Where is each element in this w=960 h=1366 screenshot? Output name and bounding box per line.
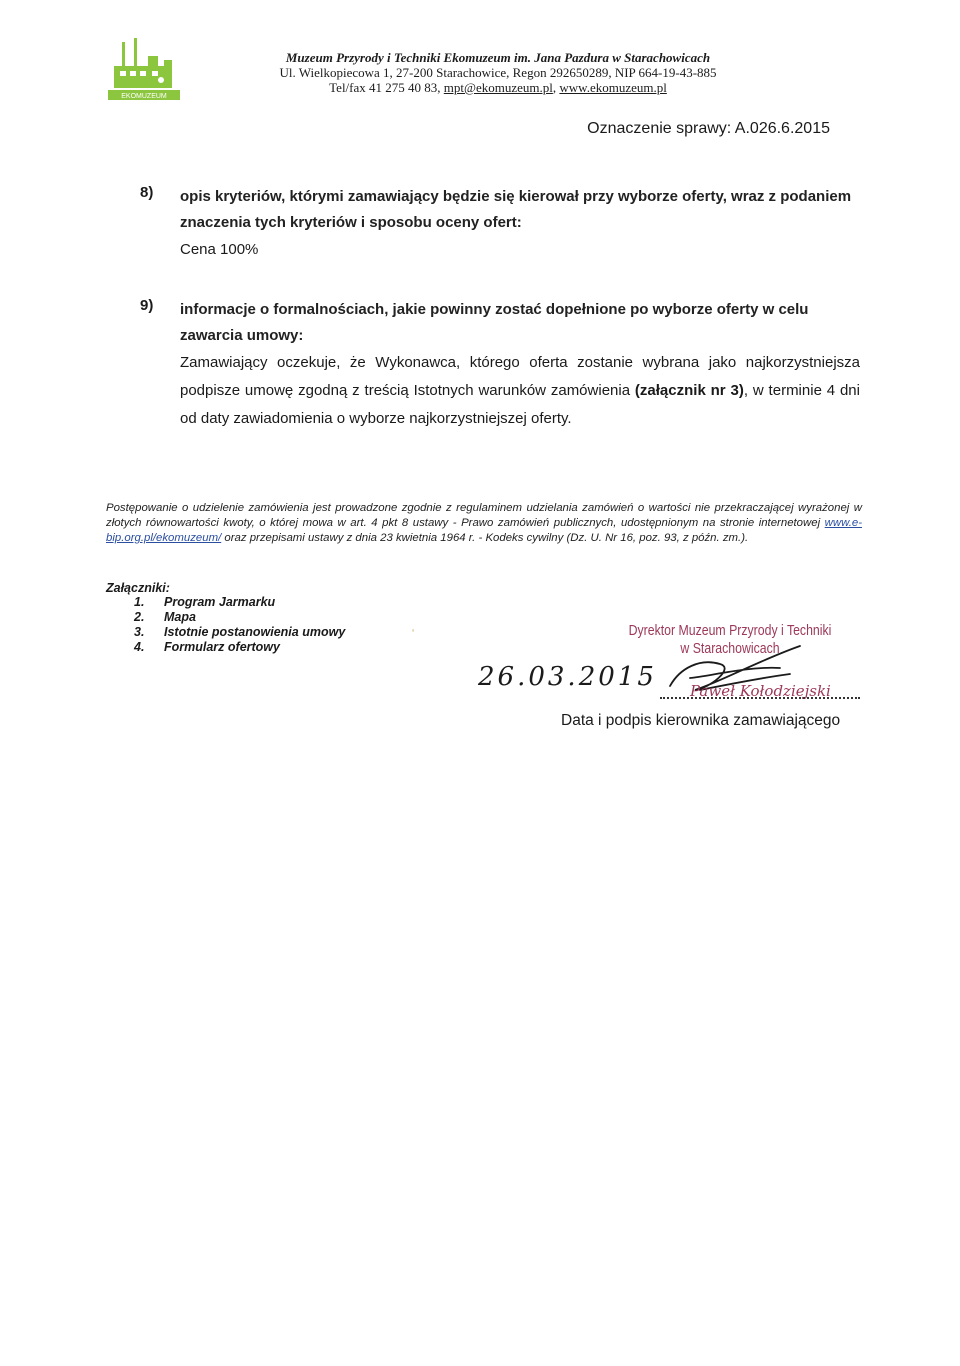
item-label: Istotnie postanowienia umowy bbox=[164, 625, 346, 639]
list-item bbox=[134, 625, 345, 640]
section-number: 9) bbox=[140, 297, 154, 314]
scan-mark: ‘ bbox=[412, 628, 415, 639]
attachments-list bbox=[134, 595, 345, 655]
letterhead bbox=[258, 50, 738, 95]
bip-link[interactable]: www.e-bip.org.pl/ekomuzeum/ bbox=[106, 517, 862, 544]
phone-fax: Tel/fax 41 275 40 83, bbox=[329, 80, 444, 95]
list-item bbox=[134, 595, 345, 610]
signature-line bbox=[660, 697, 860, 699]
body-text: , w terminie 4 dni od daty zawiadomienia o wyborze najkorzystniejszej oferty. bbox=[180, 382, 860, 427]
section-heading: opis kryteriów, którymi zamawiający będzie się kierował przy wyborze oferty, wraz z podaniem znaczenia tych kryteriów i sposobu oceny ofert: bbox=[180, 188, 852, 231]
stamp-line-2: w Starachowicach bbox=[680, 640, 780, 657]
ekomuzeum-logo bbox=[108, 38, 180, 102]
attachment-reference: (załącznik nr 3) bbox=[634, 382, 744, 399]
item-number: 4. bbox=[134, 640, 145, 654]
stamp-signatory-name: Paweł Kołodziejski bbox=[690, 682, 831, 700]
section-body: Cena 100% bbox=[180, 241, 259, 258]
section-9 bbox=[140, 297, 860, 433]
list-item bbox=[134, 610, 345, 625]
item-label: Program Jarmarku bbox=[164, 595, 276, 609]
list-item bbox=[134, 640, 345, 655]
item-label: Mapa bbox=[164, 610, 196, 624]
body-text: Zamawiający oczekuje, że Wykonawca, którego oferta zostanie wybrana jako najkorzystniejsza podpisze umowę zgodną z treścią Istotnych warunków zamówienia bbox=[180, 354, 860, 399]
legal-text: oraz przepisami ustawy z dnia 23 kwietnia 1964 r. - Kodeks cywilny (Dz. U. Nr 16, poz. 93, z późn. zm.). bbox=[221, 532, 749, 544]
stamp-line-1: Dyrektor Muzeum Przyrody i Techniki bbox=[628, 622, 832, 639]
signature-caption: Data i podpis kierownika zamawiającego bbox=[561, 712, 841, 729]
item-number: 3. bbox=[134, 625, 145, 639]
legal-note bbox=[106, 501, 862, 546]
svg-text:EKOMUZEUM: EKOMUZEUM bbox=[121, 93, 167, 100]
section-heading: informacje o formalnościach, jakie powinny zostać dopełnione po wyborze oferty w celu zawarcia umowy: bbox=[180, 301, 809, 344]
institution-name: Muzeum Przyrody i Techniki Ekomuzeum im. Jana Pazdura w Starachowicach bbox=[285, 50, 711, 65]
attachments-title: Załączniki: bbox=[106, 581, 170, 595]
item-number: 2. bbox=[134, 610, 145, 624]
section-8 bbox=[140, 184, 860, 264]
email-link[interactable]: mpt@ekomuzeum.pl bbox=[443, 80, 553, 95]
institution-contact: Tel/fax 41 275 40 83, mpt@ekomuzeum.pl, www.ekomuzeum.pl bbox=[329, 80, 667, 95]
website-link[interactable]: www.ekomuzeum.pl bbox=[559, 80, 667, 95]
case-reference: Oznaczenie sprawy: A.026.6.2015 bbox=[587, 120, 830, 137]
handwritten-date: 26.03.2015 bbox=[478, 662, 657, 692]
legal-text: Postępowanie o udzielenie zamówienia jest prowadzone zgodnie z regulaminem udzielania zamówień o wartości nie przekraczającej wyrażonej w złotych równowartości kwoty, o której mowa w art. 4 pkt 8 ustawy - Prawo zamówień publicznych, udostępnionym na stronie internetowej bbox=[106, 502, 862, 529]
section-body bbox=[180, 349, 860, 433]
institution-address: Ul. Wielkopiecowa 1, 27-200 Starachowice, Regon 292650289, NIP 664-19-43-885 bbox=[279, 65, 717, 80]
item-number: 1. bbox=[134, 595, 145, 609]
item-label: Formularz ofertowy bbox=[164, 640, 280, 654]
section-number: 8) bbox=[140, 184, 154, 201]
